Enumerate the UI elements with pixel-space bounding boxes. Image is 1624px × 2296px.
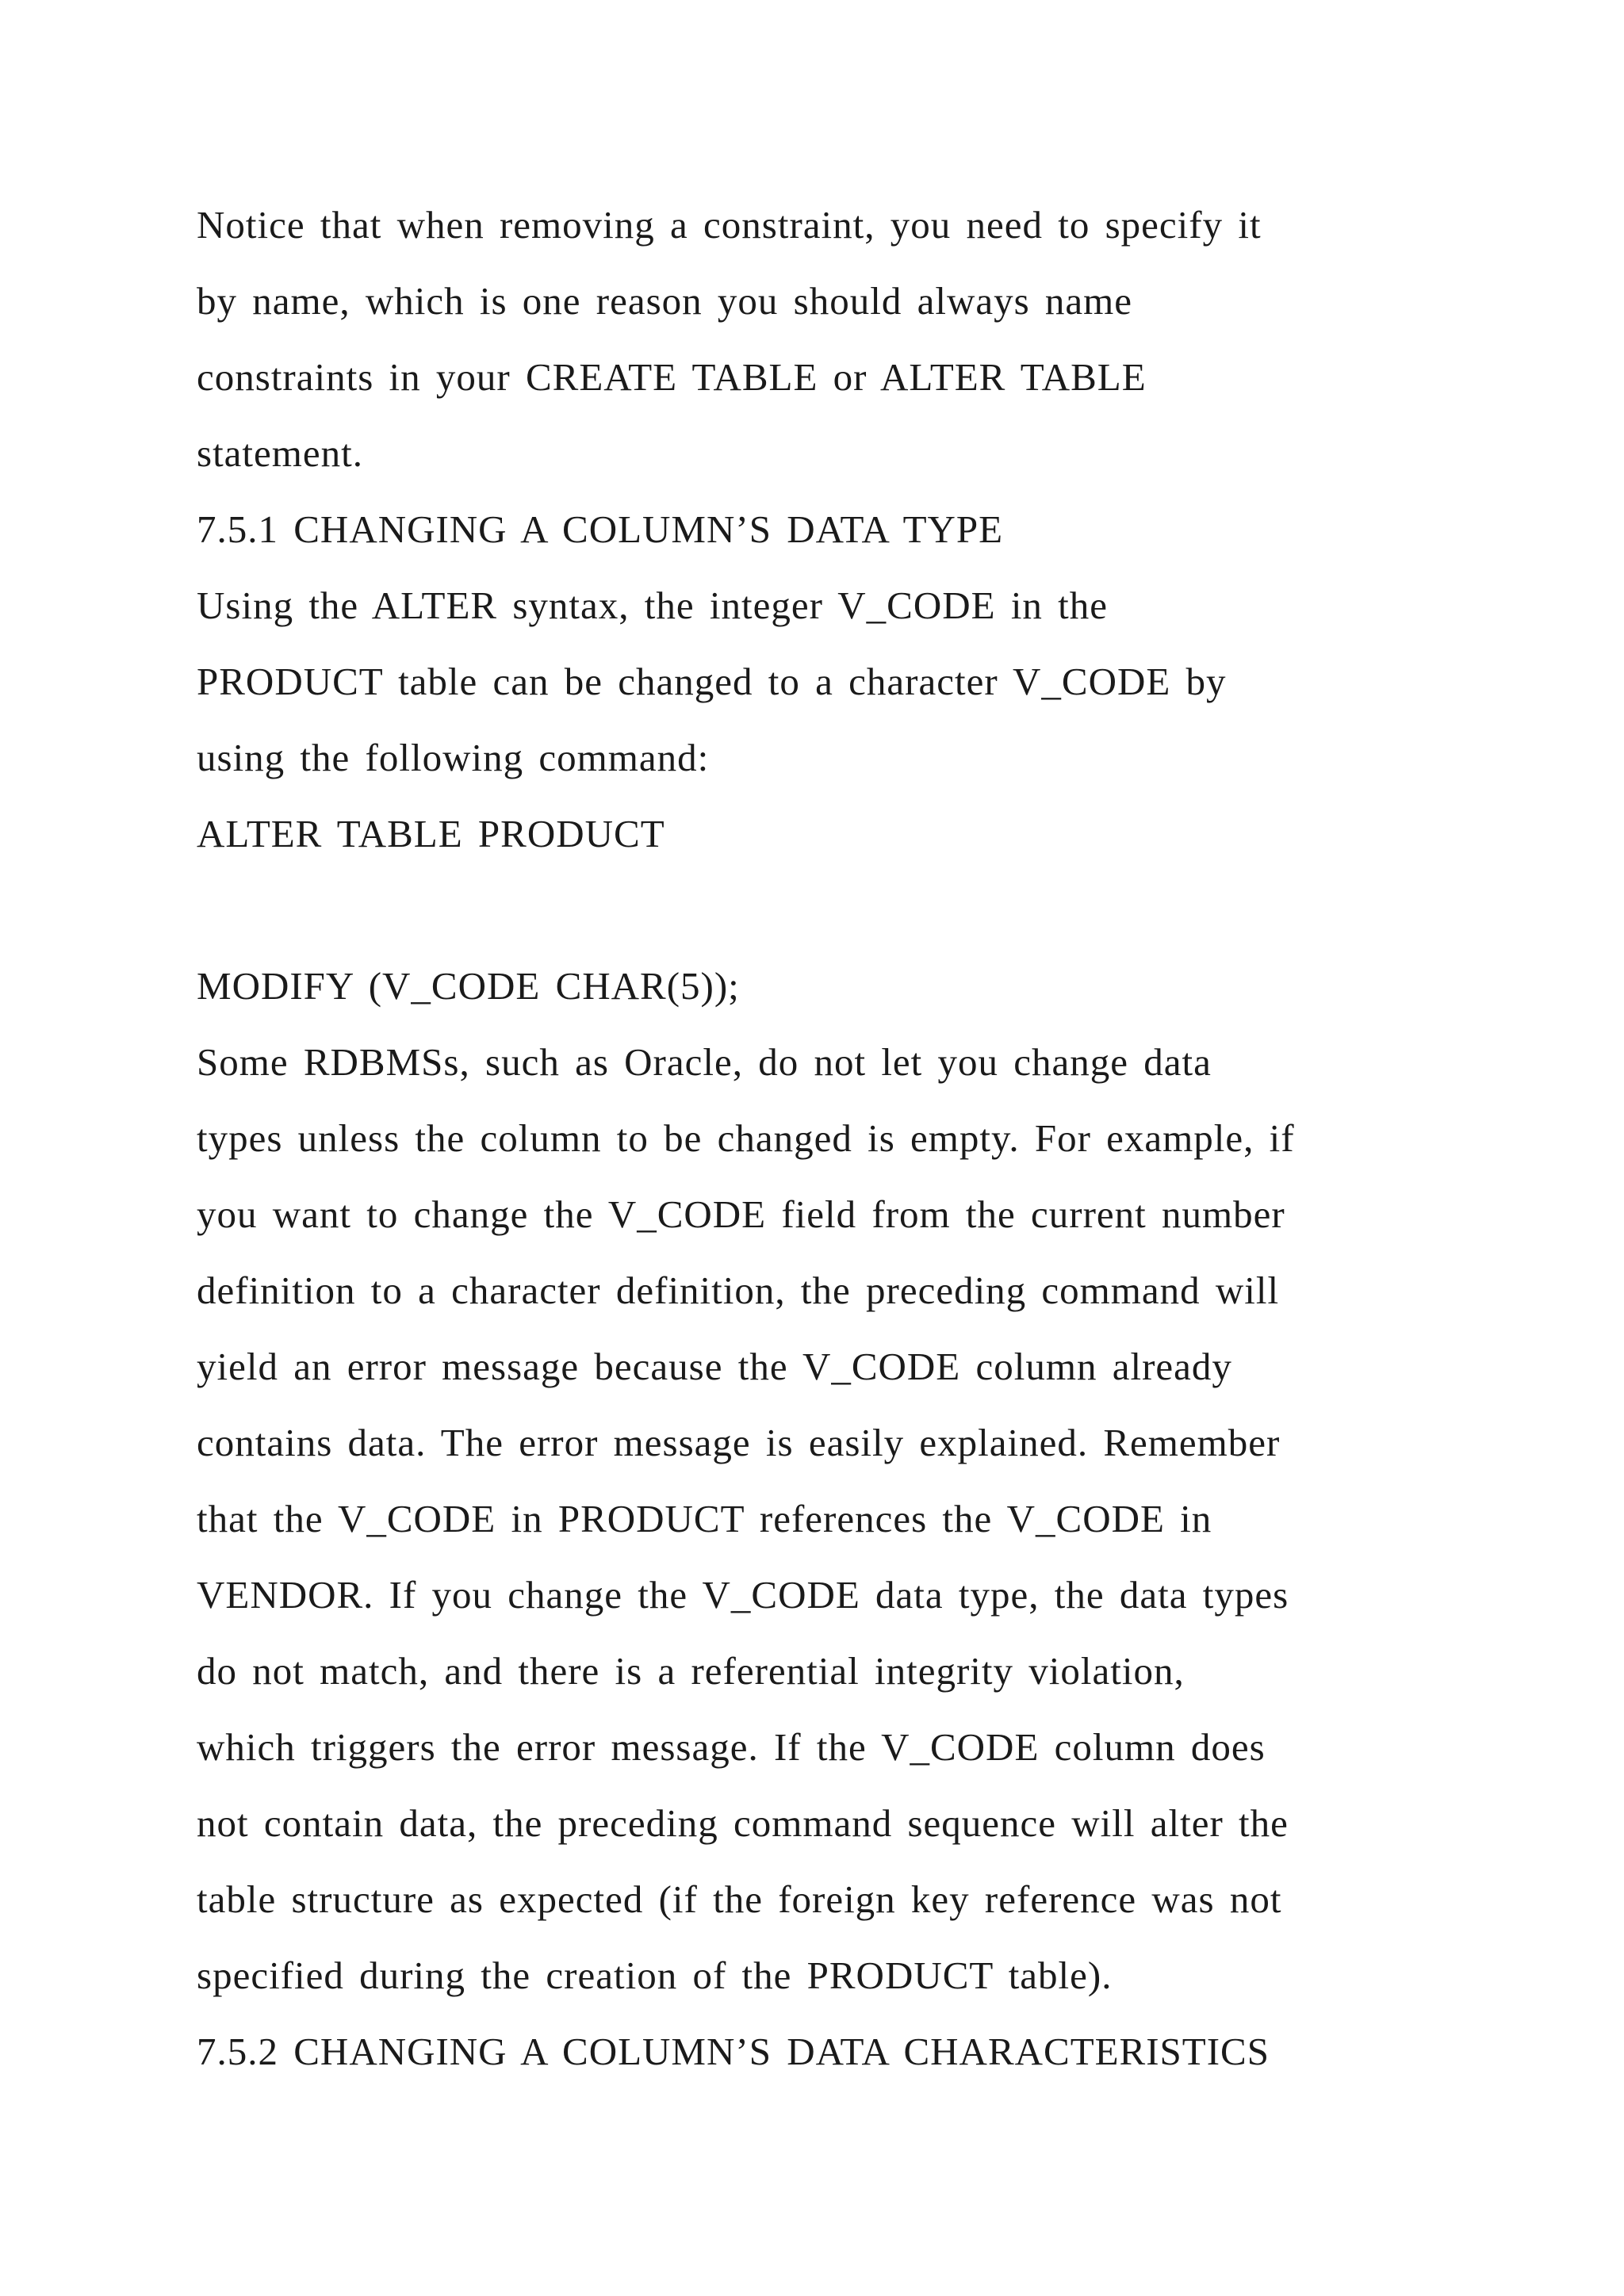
code-line: ALTER TABLE PRODUCT <box>197 812 665 855</box>
section-heading: 7.5.2 CHANGING A COLUMN’S DATA CHARACTERISTICS <box>197 2030 1270 2073</box>
paragraph-line: you want to change the V_CODE field from the current number <box>197 1192 1285 1236</box>
document-body <box>197 187 1465 2090</box>
paragraph-line: yield an error message because the V_CODE column already <box>197 1345 1232 1388</box>
paragraph-line: definition to a character definition, the preceding command will <box>197 1269 1280 1312</box>
paragraph-line: statement. <box>197 431 364 475</box>
paragraph-line: specified during the creation of the PRODUCT table). <box>197 1954 1113 1997</box>
paragraph-line: that the V_CODE in PRODUCT references the V_CODE in <box>197 1497 1212 1540</box>
paragraph-line: constraints in your CREATE TABLE or ALTER TABLE <box>197 355 1147 399</box>
paragraph-line: Some RDBMSs, such as Oracle, do not let you change data <box>197 1040 1212 1084</box>
code-line: MODIFY (V_CODE CHAR(5)); <box>197 964 740 1008</box>
paragraph-line: using the following command: <box>197 736 710 779</box>
paragraph-line: contains data. The error message is easily explained. Remember <box>197 1421 1281 1464</box>
paragraph-line: VENDOR. If you change the V_CODE data type, the data types <box>197 1573 1289 1617</box>
blank-line <box>197 872 1465 948</box>
paragraph-line: which triggers the error message. If the V_CODE column does <box>197 1725 1266 1769</box>
paragraph-line: Using the ALTER syntax, the integer V_CODE in the <box>197 584 1109 627</box>
paragraph-line: Notice that when removing a constraint, you need to specify it <box>197 203 1262 247</box>
paragraph-line: by name, which is one reason you should always name <box>197 279 1133 323</box>
paragraph-line: not contain data, the preceding command sequence will alter the <box>197 1801 1289 1845</box>
paragraph-line: table structure as expected (if the foreign key reference was not <box>197 1877 1282 1921</box>
section-heading: 7.5.1 CHANGING A COLUMN’S DATA TYPE <box>197 507 1004 551</box>
paragraph-line: types unless the column to be changed is empty. For example, if <box>197 1116 1295 1160</box>
paragraph-line: PRODUCT table can be changed to a character V_CODE by <box>197 660 1227 703</box>
paragraph-line: do not match, and there is a referential integrity violation, <box>197 1649 1185 1693</box>
